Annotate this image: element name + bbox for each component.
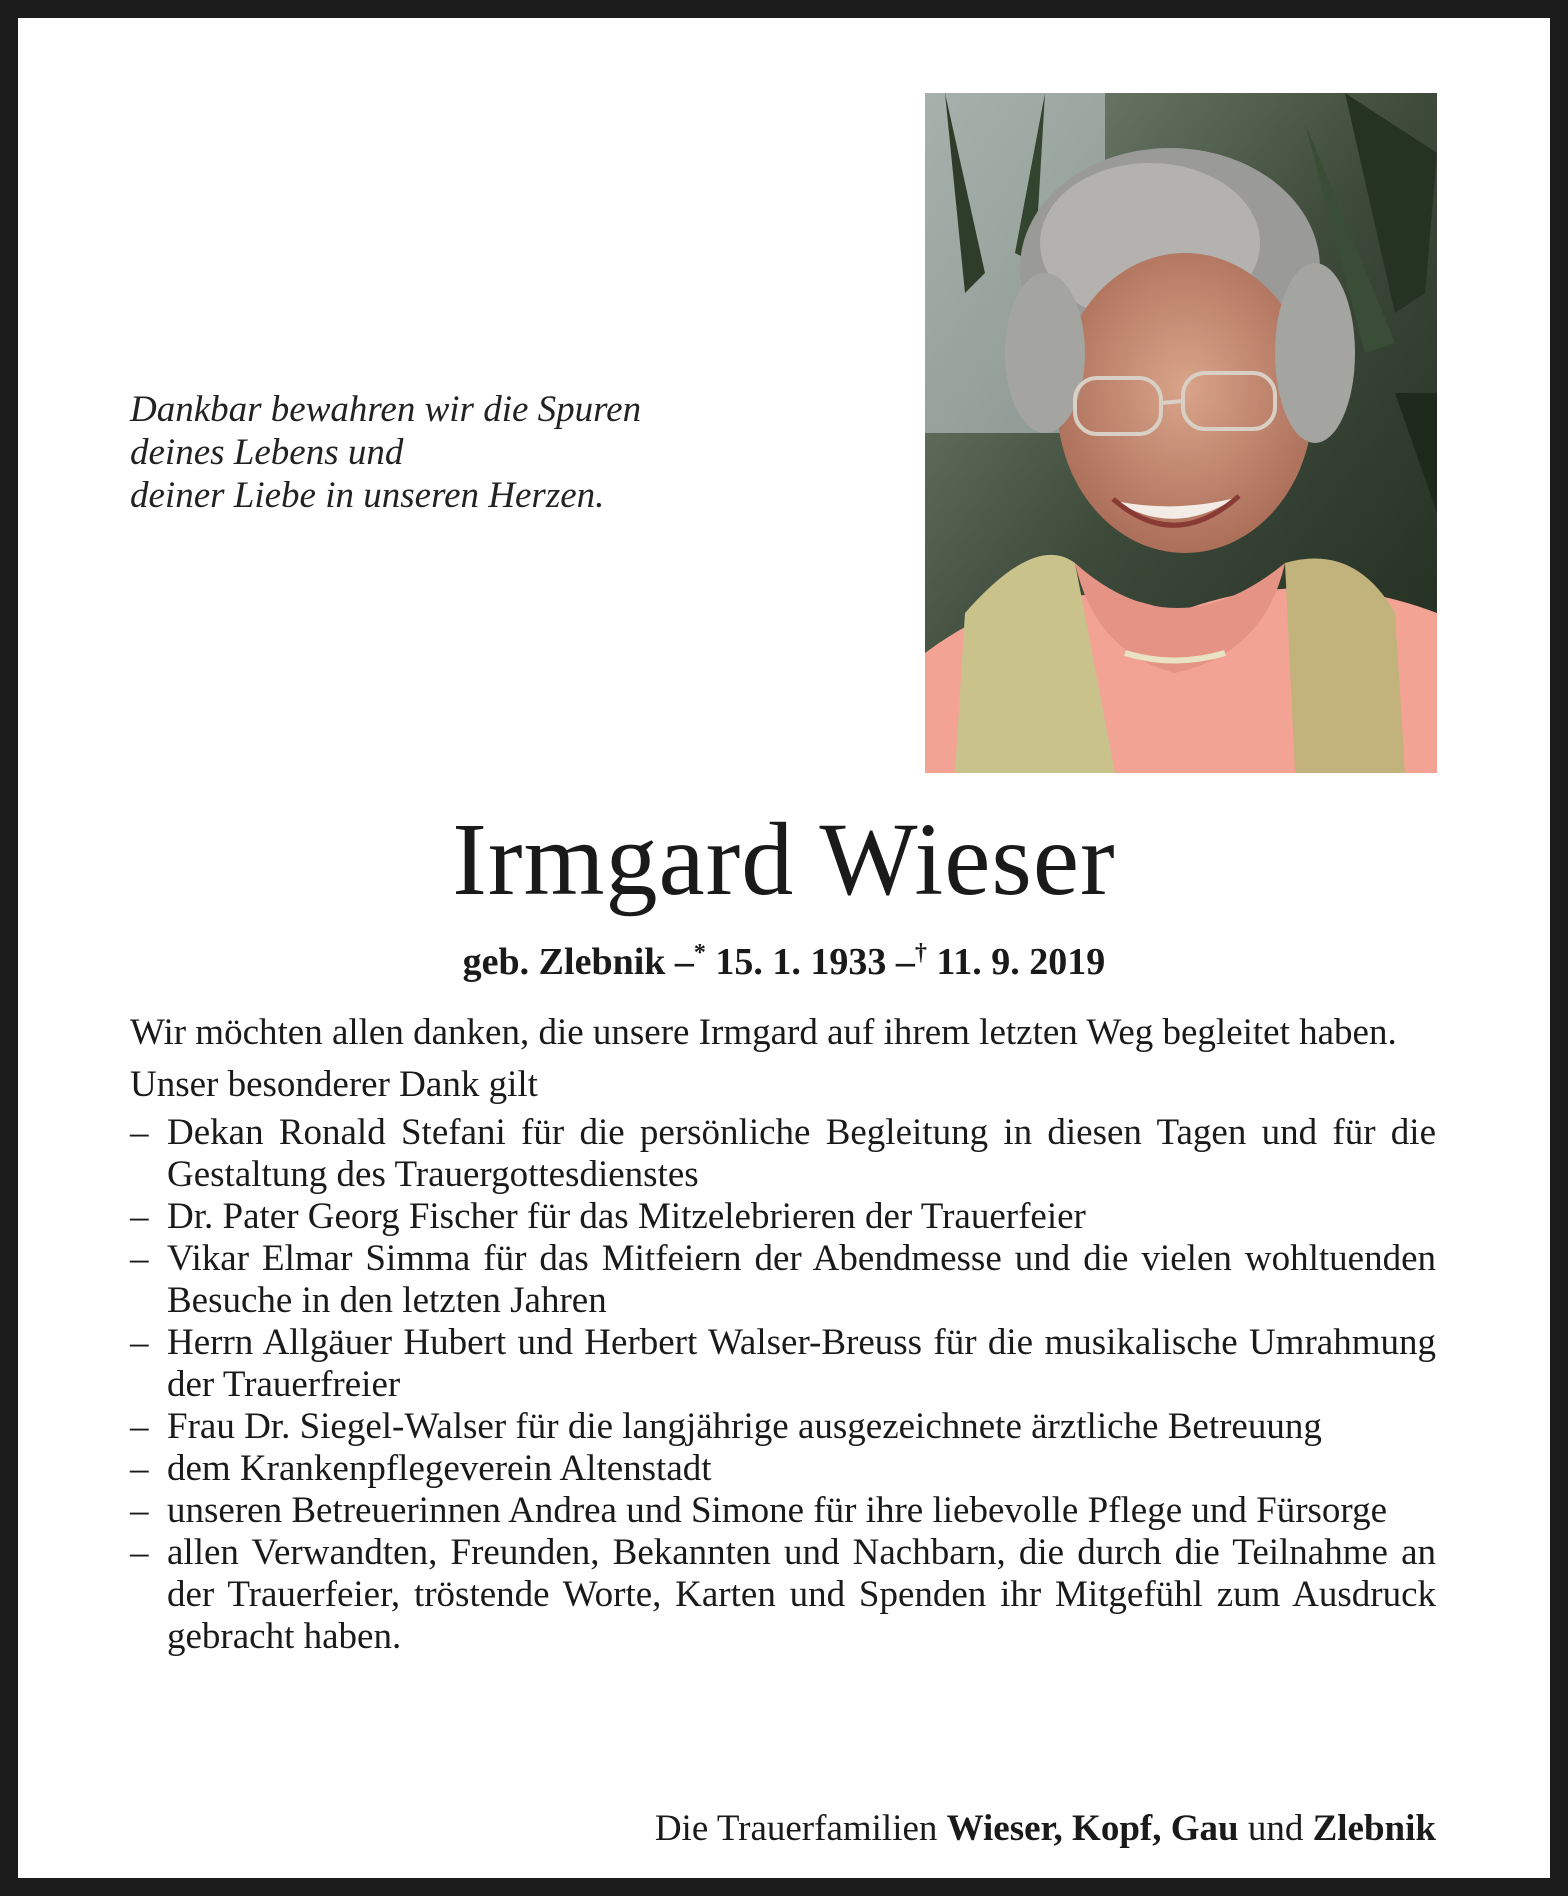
thanks-item-text: Dr. Pater Georg Fischer für das Mitzelebrieren der Trauerfeier: [167, 1196, 1086, 1237]
list-dash: –: [130, 1322, 149, 1363]
thanks-item-text: Vikar Elmar Simma für das Mitfeiern der Abendmesse und die vielen wohltuenden Besuche in den letzten Jahren: [167, 1238, 1436, 1321]
thanks-item-text: Herrn Allgäuer Hubert und Herbert Walser-Breuss für die musikalische Umrahmung der Trauerfreier: [167, 1322, 1436, 1405]
thanks-item: [130, 1196, 1436, 1238]
death-date: 11. 9. 2019: [936, 941, 1106, 983]
signature-prefix: Die Trauerfamilien: [654, 1808, 938, 1849]
quote-line: deiner Liebe in unseren Herzen.: [130, 475, 605, 516]
deceased-name: Irmgard Wieser: [452, 802, 1116, 917]
birth-date: 15. 1. 1933: [715, 941, 887, 983]
list-dash: –: [130, 1196, 149, 1237]
list-dash: –: [130, 1490, 149, 1531]
thanks-item-text: allen Verwandten, Freunden, Bekannten und Nachbarn, die durch die Teilnahme an der Trauerfeier, tröstende Worte, Karten und Spenden ihr Mitgefühl zum Ausdruck gebracht haben.: [167, 1532, 1436, 1657]
life-dates: [0, 930, 1568, 985]
portrait-photo: [925, 93, 1437, 773]
dates-separator: –: [674, 941, 694, 983]
intro-paragraph: Wir möchten allen danken, die unsere Irmgard auf ihrem letzten Weg begleitet haben.: [130, 1012, 1397, 1053]
list-dash: –: [130, 1406, 149, 1447]
memorial-quote: [130, 388, 730, 517]
list-dash: –: [130, 1238, 149, 1279]
list-dash: –: [130, 1448, 149, 1489]
list-dash: –: [130, 1532, 149, 1573]
family-name: Gau: [1170, 1808, 1239, 1849]
thanks-item-text: Frau Dr. Siegel-Walser für die langjährige ausgezeichnete ärztliche Betreuung: [167, 1406, 1322, 1447]
thanks-item: [130, 1406, 1436, 1448]
thanks-item: [130, 1322, 1436, 1406]
thanks-item: [130, 1238, 1436, 1322]
signature-line: [655, 1807, 1436, 1851]
thanks-list: [130, 1112, 1436, 1658]
quote-line: Dankbar bewahren wir die Spuren: [130, 389, 642, 430]
thanks-item: [130, 1490, 1436, 1532]
death-symbol: †: [914, 940, 927, 966]
family-name: Wieser,: [946, 1808, 1063, 1849]
thanks-lead: Unser besonderer Dank gilt: [130, 1064, 538, 1105]
thanks-text: [130, 1012, 1436, 1658]
quote-line: deines Lebens und: [130, 432, 404, 473]
thanks-item: [130, 1448, 1436, 1490]
list-dash: –: [130, 1112, 149, 1153]
thanks-item-text: unseren Betreuerinnen Andrea und Simone für ihre liebevolle Pflege und Fürsorge: [167, 1490, 1387, 1531]
portrait-illustration: [925, 93, 1437, 773]
thanks-item: [130, 1112, 1436, 1196]
signature-conjunction: und: [1247, 1808, 1304, 1849]
thanks-item: [130, 1532, 1436, 1658]
family-name: Zlebnik: [1312, 1808, 1436, 1849]
thanks-item-text: dem Krankenpflegeverein Altenstadt: [167, 1448, 712, 1489]
family-name: Kopf,: [1072, 1808, 1162, 1849]
thanks-item-text: Dekan Ronald Stefani für die persönliche Begleitung in diesen Tagen und für die Gestaltung des Trauergottesdienstes: [167, 1112, 1436, 1195]
dates-separator: –: [895, 941, 915, 983]
birth-symbol: *: [693, 940, 706, 966]
birth-name: geb. Zlebnik: [462, 941, 666, 983]
